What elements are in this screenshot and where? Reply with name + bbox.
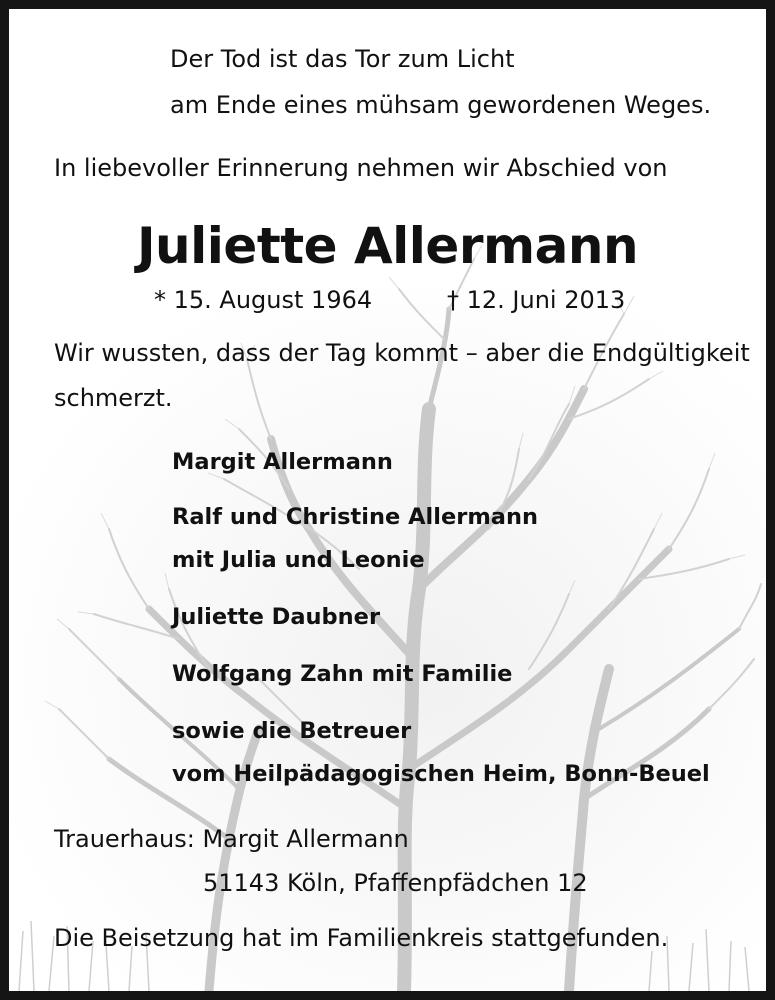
death-date: † 12. Juni 2013 — [447, 286, 626, 314]
intro-text: In liebevoller Erinnerung nehmen wir Abschied von — [54, 154, 668, 182]
motto-line-1: Der Tod ist das Tor zum Licht — [170, 45, 515, 73]
mourner-name: Margit Allermann — [172, 449, 393, 475]
mourner-name: Ralf und Christine Allermann — [172, 504, 538, 530]
quote-line-1: Wir wussten, dass der Tag kommt – aber die Endgültigkeit — [54, 339, 750, 367]
mourner-name: Wolfgang Zahn mit Familie — [172, 661, 513, 687]
mourning-house-address: 51143 Köln, Pfaffenpfädchen 12 — [203, 869, 588, 897]
obituary-content — [9, 9, 766, 991]
mourner-name: mit Julia und Leonie — [172, 547, 425, 573]
deceased-name: Juliette Allermann — [136, 217, 639, 275]
mourner-name: sowie die Betreuer — [172, 718, 412, 744]
birth-date: * 15. August 1964 — [154, 286, 373, 314]
burial-note: Die Beisetzung hat im Familienkreis stattgefunden. — [54, 924, 669, 952]
mourner-name: vom Heilpädagogischen Heim, Bonn-Beuel — [172, 761, 710, 787]
mourner-name: Juliette Daubner — [172, 604, 381, 630]
mourning-house-name: Trauerhaus: Margit Allermann — [54, 825, 409, 853]
motto-line-2: am Ende eines mühsam gewordenen Weges. — [170, 91, 712, 119]
quote-line-2: schmerzt. — [54, 384, 173, 412]
